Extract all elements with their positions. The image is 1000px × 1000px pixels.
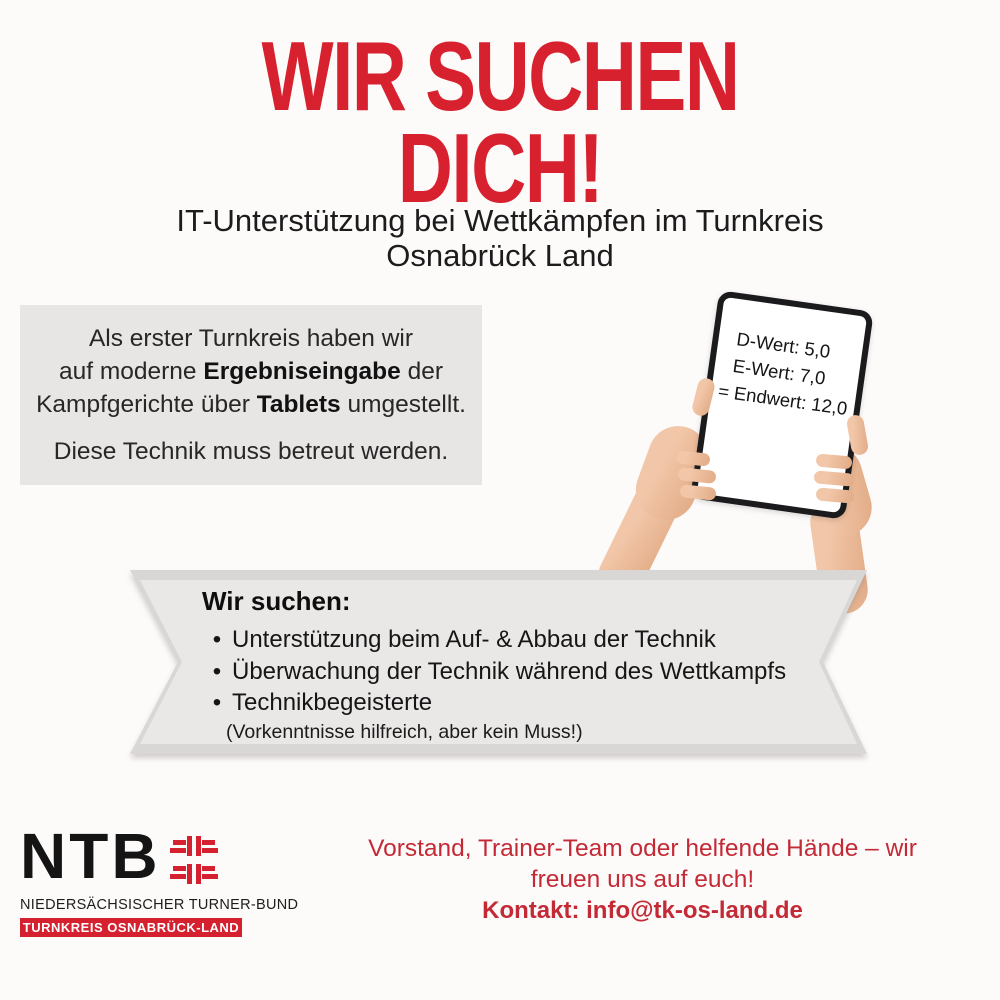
- ntb-org-name: NIEDERSÄCHSISCHER TURNER-BUND: [20, 897, 299, 913]
- info-line3-bold: Tablets: [256, 391, 341, 418]
- ribbon-heading: Wir suchen:: [202, 586, 351, 616]
- info-line2-post: der: [400, 358, 443, 385]
- ribbon-note: (Vorkenntnisse hilfreich, aber kein Muss!): [226, 720, 583, 743]
- info-line3-post: umgestellt.: [340, 391, 466, 418]
- bullet-icon: •: [212, 689, 222, 716]
- bullet-icon: •: [212, 657, 222, 685]
- list-item-label: Technikbegeisterte: [232, 689, 433, 716]
- tablet-e-wert: E-Wert: 7,0: [731, 354, 827, 389]
- info-line2-bold: Ergebniseingabe: [203, 358, 401, 385]
- ntb-logo-row: [20, 820, 280, 892]
- footer-contact-email: Kontakt: info@tk-os-land.de: [482, 897, 803, 924]
- ntb-logo: [20, 820, 299, 937]
- ntb-logo-acronym: NTB: [20, 820, 161, 892]
- ribbon-content: [202, 586, 822, 745]
- list-item: [202, 656, 822, 688]
- tablet-score-text: [710, 323, 864, 423]
- list-item: [202, 687, 822, 719]
- info-line2-pre: auf moderne: [58, 358, 204, 385]
- hands-holding-tablet-illustration: [560, 270, 1000, 610]
- info-line2: [20, 355, 482, 388]
- turner-cross-icon: [169, 834, 219, 891]
- ribbon-banner: [130, 570, 867, 754]
- headline-line1: WIR SUCHEN: [261, 21, 739, 131]
- list-item-label: Überwachung der Technik während des Wettkampfs: [232, 657, 787, 685]
- info-line3: [20, 388, 482, 421]
- footer-line1: Vorstand, Trainer-Team oder helfende Hände – wir: [368, 835, 917, 862]
- subtitle: [0, 203, 1000, 273]
- list-item-label: Unterstützung beim Auf- & Abbau der Technik: [232, 626, 716, 653]
- footer-line2: freuen uns auf euch!: [530, 866, 755, 893]
- tablet-endwert: = Endwert: 12,0: [716, 380, 849, 420]
- info-line1: Als erster Turnkreis haben wir: [88, 325, 414, 352]
- bullet-icon: •: [212, 626, 222, 653]
- subtitle-line1: IT-Unterstützung bei Wettkämpfen im Turnkreis: [176, 203, 824, 238]
- tablet-d-wert: D-Wert: 5,0: [735, 328, 832, 363]
- footer-call-to-action: [320, 833, 965, 926]
- ntb-region-banner: TURNKREIS OSNABRÜCK-LAND: [20, 918, 242, 937]
- info-line3-pre: Kampfgerichte über: [36, 391, 257, 418]
- subtitle-line2: Osnabrück Land: [386, 238, 614, 273]
- info-para2: Diese Technik muss betreut werden.: [53, 438, 449, 465]
- ribbon-list: [202, 624, 822, 719]
- list-item: [202, 624, 822, 656]
- info-box: [20, 305, 482, 485]
- headline-line2: DICH!: [397, 113, 603, 224]
